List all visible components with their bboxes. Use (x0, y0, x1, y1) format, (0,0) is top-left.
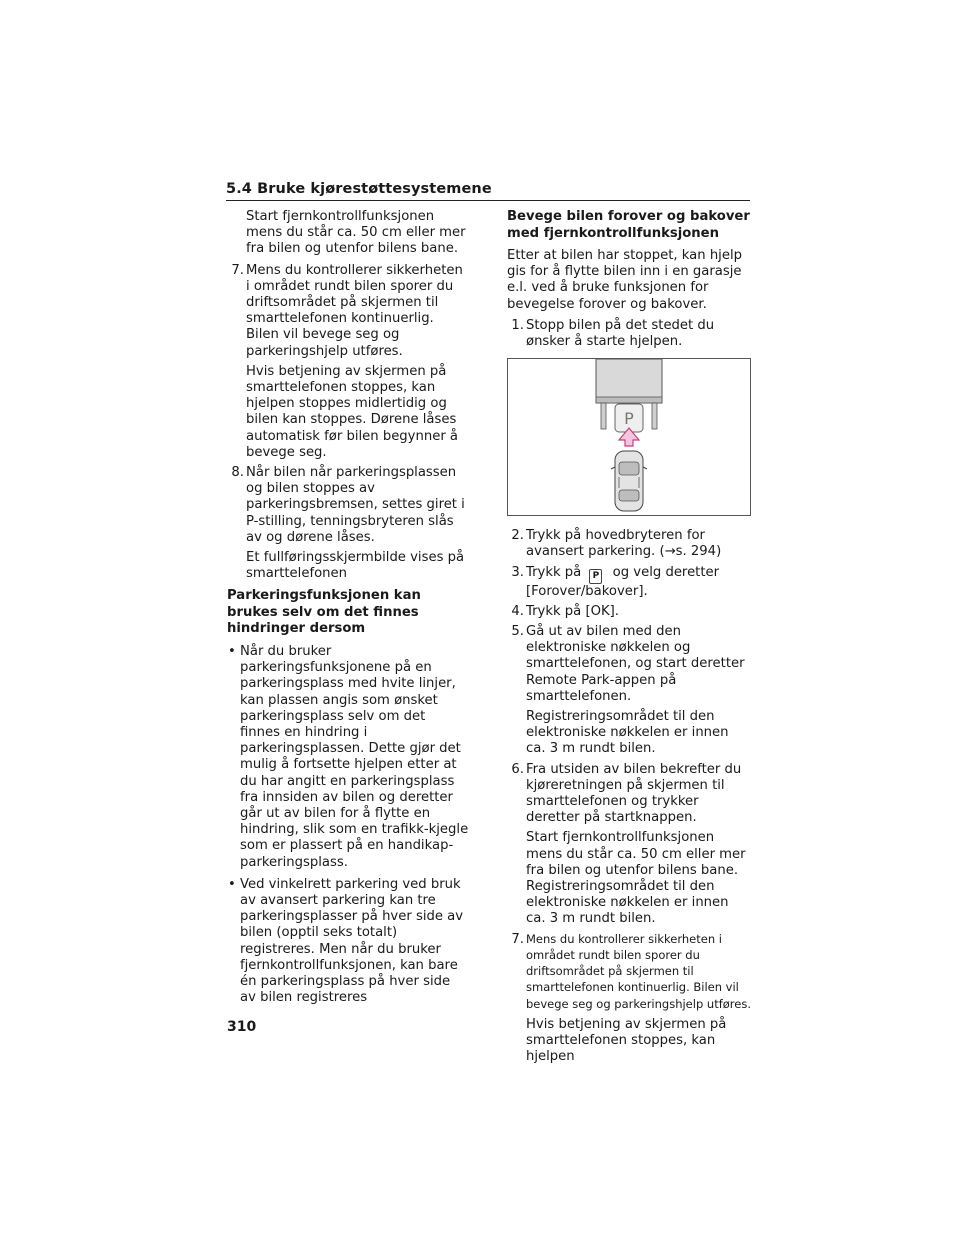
step-4 (507, 604, 752, 620)
step-number: 7. (231, 262, 244, 278)
step-text: Når bilen når parkeringsplassen og bilen stoppes av parkeringsbremsen, settes giret i P-stilling, tenningsbryteren slås av og dørene låses. (246, 465, 465, 545)
step-2 (507, 528, 752, 560)
step-7-note: Hvis betjening av skjermen på smarttelefonen stoppes, kan hjelpen stoppes midlertidig og bilen kan stoppes. Dørene låses automatisk før bilen begynner å bevege seg. (246, 363, 459, 460)
step-text-before-icon: Trykk på (526, 564, 582, 580)
bullet-mark: • (228, 876, 236, 892)
step-6 (507, 762, 752, 827)
step-8 (227, 465, 469, 546)
list-item (227, 877, 469, 1007)
step-number: 6. (511, 761, 524, 777)
step-text-after-icon: og velg deretter [Forover/bakover]. (526, 564, 720, 599)
obstacle-heading: Parkeringsfunksjonen kan brukes selv om det finnes hindringer dersom (227, 588, 421, 637)
step-number: 5. (511, 624, 524, 640)
bullet-text: Ved vinkelrett parkering ved bruk av avansert parkering kan tre parkeringsplasser på hver side av bilen (opptil seks totalt) registreres. Men når du bruker fjernkontrollfunksjonen, kan bare én parkeringsplass på hver side av bilen registreres (240, 876, 464, 1006)
step-text: Mens du kontrollerer sikkerheten i området rundt bilen sporer du driftsområdet på skjermen til smarttelefonen kontinuerlig. Bilen vil bevege seg og parkeringshjelp utføres. (246, 262, 463, 359)
step-8-note: Et fullføringsskjermbilde vises på smarttelefonen (246, 550, 465, 582)
step-number: 2. (511, 528, 524, 544)
step-text: Gå ut av bilen med den elektroniske nøkkelen og smarttelefonen, og start deretter Remote Park-appen på smarttelefonen. (526, 624, 745, 704)
step-text: Trykk på hovedbryteren for avansert parkering. (→s. 294) (526, 528, 722, 560)
step-5-note: Registreringsområdet til den elektroniske nøkkelen er innen ca. 3 m rundt bilen. (526, 709, 729, 757)
step-text: Fra utsiden av bilen bekrefter du kjøreretningen på skjermen til smarttelefonen og trykker deretter på startknappen. (526, 761, 742, 826)
section-header (226, 178, 750, 201)
step-number: 3. (511, 564, 524, 580)
parking-p-icon: P (589, 569, 602, 584)
forward-backward-intro: Etter at bilen har stoppet, kan hjelp gis for å flytte bilen inn i en garasje e.l. ved å bruke funksjonen for bevegelse forover og bakover. (507, 248, 742, 312)
parking-sign-label: P (624, 409, 634, 429)
step-number: 4. (511, 603, 524, 619)
step-6-note: Start fjernkontrollfunksjonen mens du står ca. 50 cm eller mer fra bilen og utenfor bilens bane. Registreringsområdet til den elektroniske nøkkelen er innen ca. 3 m rundt bilen. (526, 830, 746, 927)
garage-illustration (507, 358, 751, 516)
section-title: 5.4 Bruke kjørestøttesystemene (226, 181, 492, 197)
bullet-text: Når du bruker parkeringsfunksjonene på en parkeringsplass med hvite linjer, kan plassen angis som ønsket parkeringsplass selv om det finnes en hindring i parkeringsplassen. Dette gjør det mulig å fortsette hjelpen etter at du har angitt en parkeringsplass fra innsiden av bilen og deretter går ut av bilen for å flytte en hindring, slik som en trafikk-kjegle som er plassert på en handikap-parkeringsplass. (240, 643, 469, 870)
left-column (227, 209, 469, 1012)
list-item (227, 644, 469, 871)
step-7-right-note: Hvis betjening av skjermen på smarttelefonen stoppes, kan hjelpen (526, 1016, 727, 1065)
forward-backward-heading: Bevege bilen forover og bakover med fjernkontrollfunksjonen (507, 209, 750, 241)
step-1 (507, 318, 752, 350)
step-3 (507, 565, 752, 600)
step-text: Trykk på [OK]. (526, 603, 619, 619)
step-number: 1. (511, 317, 524, 333)
step-text: Stopp bilen på det stedet du ønsker å starte hjelpen. (526, 317, 715, 350)
page-number: 310 (227, 1019, 257, 1035)
bullet-mark: • (228, 643, 236, 659)
step-5 (507, 624, 752, 705)
step-7 (227, 263, 469, 360)
step-number: 8. (231, 465, 244, 481)
step-number: 7. (511, 931, 524, 947)
intro-paragraph: Start fjernkontrollfunksjonen mens du står ca. 50 cm eller mer fra bilen og utenfor bilens bane. (246, 209, 466, 257)
right-column (507, 209, 752, 1069)
step-text: Mens du kontrollerer sikkerheten i området rundt bilen sporer du driftsområdet på skjermen til smarttelefonen kontinuerlig. Bilen vil bevege seg og parkeringshjelp utføres. (526, 931, 751, 1011)
step-7-right (507, 932, 752, 1013)
